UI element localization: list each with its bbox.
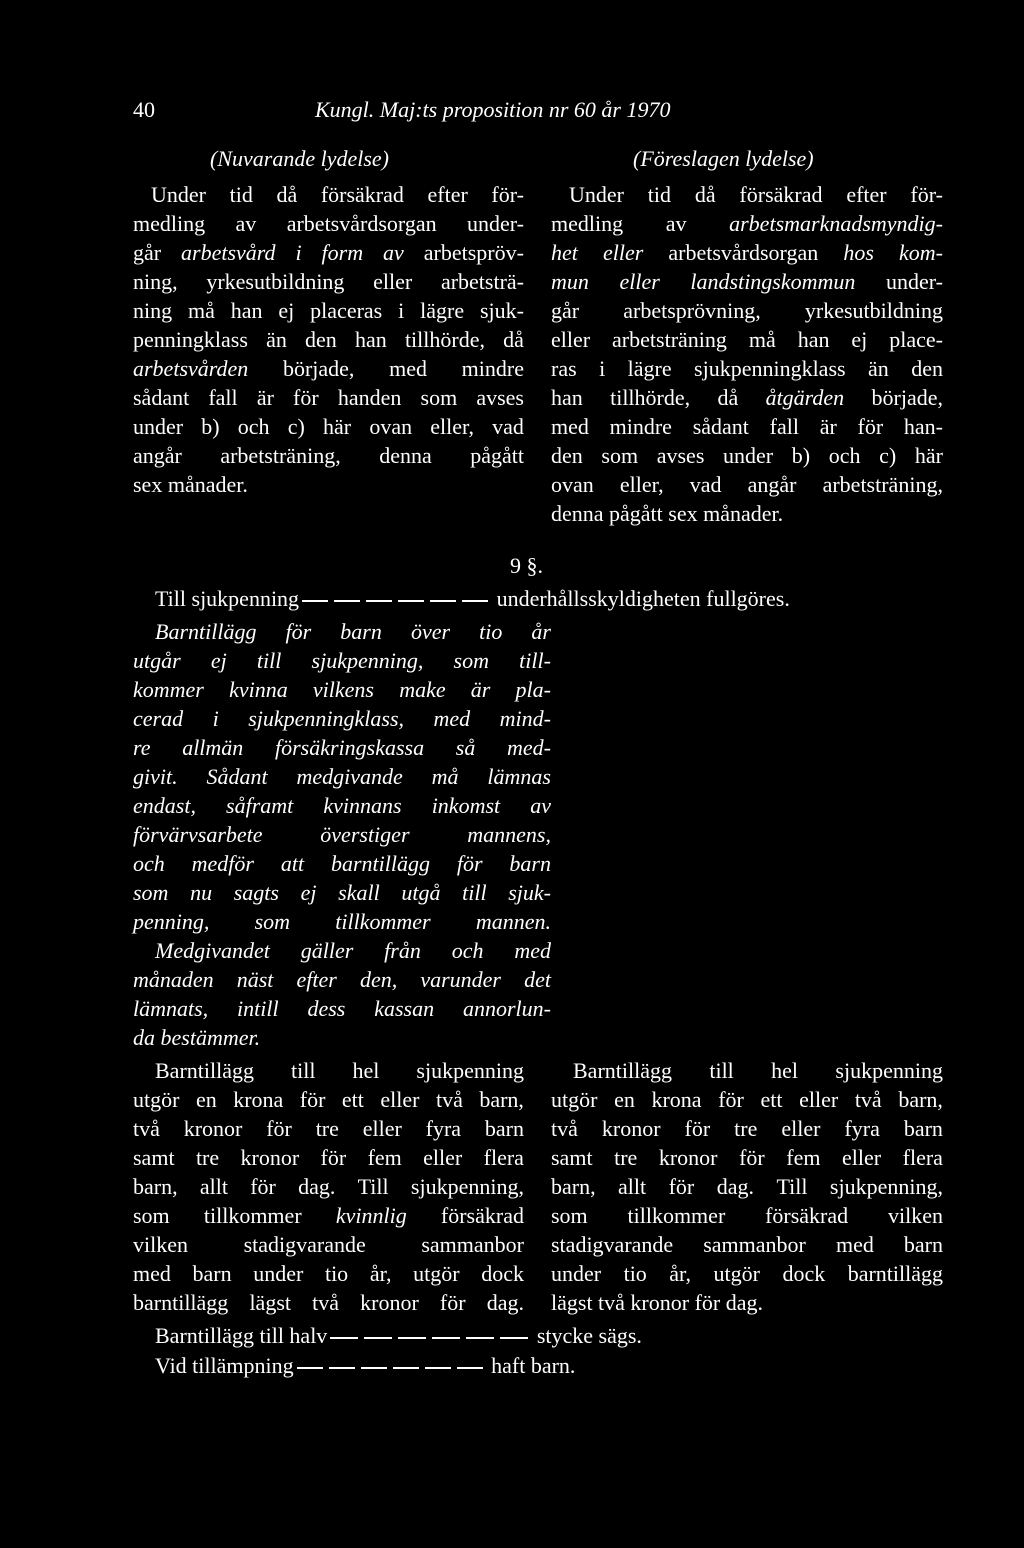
omission-dash (361, 1367, 387, 1369)
omission-dash (393, 1367, 419, 1369)
text-line: under tio år, utgör dock barntillägg (551, 1261, 943, 1286)
text-line: barn, allt för dag. Till sjukpenning, (133, 1174, 524, 1199)
text-line: två kronor för tre eller fyra barn (551, 1116, 943, 1141)
text-line: förvärvsarbete överstiger mannens, (133, 822, 551, 847)
text-line: Medgivandet gäller från och med (155, 938, 551, 963)
text-line: mun eller landstingskommun under- (551, 269, 943, 294)
text-line: Barntillägg för barn över tio år (155, 619, 551, 644)
omission-dash (364, 1337, 392, 1339)
text-line: utgör en krona för ett eller två barn, (133, 1087, 524, 1112)
omission-dash (466, 1337, 494, 1339)
text-line: med barn under tio år, utgör dock (133, 1261, 524, 1286)
text-line: går arbetsvård i form av arbetspröv- (133, 240, 524, 265)
omission-dash (302, 600, 328, 602)
text-line: och medför att barntillägg för barn (133, 851, 551, 876)
text-line: angår arbetsträning, denna pågått (133, 443, 524, 468)
text-line: barn, allt för dag. Till sjukpenning, (551, 1174, 943, 1199)
text-line: medling av arbetsvårdsorgan under- (133, 211, 524, 236)
text-line: sex månader. (133, 472, 248, 497)
text-line: ras i lägre sjukpenningklass än den (551, 356, 943, 381)
text-line: endast, såframt kvinnans inkomst av (133, 793, 551, 818)
tillampning-line (155, 1355, 575, 1377)
omission-dash (500, 1337, 528, 1339)
page-title: Kungl. Maj:ts proposition nr 60 år 1970 (315, 97, 671, 122)
line-end: stycke sägs. (536, 1323, 642, 1348)
omission-dash (430, 600, 456, 602)
text-line: utgår ej till sjukpenning, som till- (133, 648, 551, 673)
text-line: månaden näst efter den, varunder det (133, 967, 551, 992)
omission-dash (457, 1367, 483, 1369)
text-line: lämnats, intill dess kassan annorlun- (133, 996, 551, 1021)
omission-dash (329, 1367, 355, 1369)
text-line: givit. Sådant medgivande må lämnas (133, 764, 551, 789)
text-line: han tillhörde, då åtgärden började, (551, 385, 943, 410)
text-line: går arbetsprövning, yrkesutbildning (551, 298, 943, 323)
line-start: Vid tillämpning (155, 1353, 294, 1378)
text-line: da bestämmer. (133, 1025, 261, 1050)
text-line: medling av arbetsmarknadsmyndig- (551, 211, 943, 236)
text-line: Under tid då försäkrad efter för- (151, 182, 524, 207)
text-line: med mindre sådant fall är för han- (551, 414, 943, 439)
text-line: sådant fall är för handen som avses (133, 385, 524, 410)
omission-dash (425, 1367, 451, 1369)
line-end: underhållsskyldigheten fullgöres. (496, 586, 790, 611)
text-line: arbetsvården började, med mindre (133, 356, 524, 381)
omission-dash (398, 1337, 426, 1339)
text-line: som tillkommer försäkrad vilken (551, 1203, 943, 1228)
text-line: utgör en krona för ett eller två barn, (551, 1087, 943, 1112)
section-mark: 9 §. (510, 553, 543, 578)
text-line: lägst två kronor för dag. (551, 1290, 763, 1315)
text-line: re allmän försäkringskassa så med- (133, 735, 551, 760)
text-line: het eller arbetsvårdsorgan hos kom- (551, 240, 943, 265)
sjukpenning-line (155, 588, 790, 610)
text-line: samt tre kronor för fem eller flera (551, 1145, 943, 1170)
left-column-heading: (Nuvarande lydelse) (210, 146, 389, 171)
text-line: som tillkommer kvinnlig försäkrad (133, 1203, 524, 1228)
text-line: vilken stadigvarande sammanbor (133, 1232, 524, 1257)
text-line: eller arbetsträning må han ej place- (551, 327, 943, 352)
text-line: barntillägg lägst två kronor för dag. (133, 1290, 524, 1315)
line-start: Till sjukpenning (155, 586, 300, 611)
page-number: 40 (133, 97, 155, 122)
omission-dash (462, 600, 488, 602)
text-line: penningklass än den han tillhörde, då (133, 327, 524, 352)
halv-line (155, 1325, 642, 1347)
omission-dash (334, 600, 360, 602)
text-line: samt tre kronor för fem eller flera (133, 1145, 524, 1170)
text-line: kommer kvinna vilkens make är pla- (133, 677, 551, 702)
right-column-heading: (Föreslagen lydelse) (633, 146, 814, 171)
line-start: Barntillägg till halv (155, 1323, 328, 1348)
omission-dash (366, 600, 392, 602)
omission-dash (398, 600, 424, 602)
text-line: Barntillägg till hel sjukpenning (573, 1058, 943, 1083)
text-line: ning, yrkesutbildning eller arbetsträ- (133, 269, 524, 294)
text-line: Under tid då försäkrad efter för- (569, 182, 943, 207)
text-line: ovan eller, vad angår arbetsträning, (551, 472, 943, 497)
text-line: som nu sagts ej skall utgå till sjuk- (133, 880, 551, 905)
omission-dash (330, 1337, 358, 1339)
line-end: haft barn. (491, 1353, 576, 1378)
text-line: ning må han ej placeras i lägre sjuk- (133, 298, 524, 323)
text-line: stadigvarande sammanbor med barn (551, 1232, 943, 1257)
omission-dash (432, 1337, 460, 1339)
text-line: under b) och c) här ovan eller, vad (133, 414, 524, 439)
text-line: penning, som tillkommer mannen. (133, 909, 551, 934)
text-line: cerad i sjukpenningklass, med mind- (133, 706, 551, 731)
omission-dash (297, 1367, 323, 1369)
text-line: Barntillägg till hel sjukpenning (155, 1058, 524, 1083)
text-line: två kronor för tre eller fyra barn (133, 1116, 524, 1141)
text-line: den som avses under b) och c) här (551, 443, 943, 468)
text-line: denna pågått sex månader. (551, 501, 784, 526)
